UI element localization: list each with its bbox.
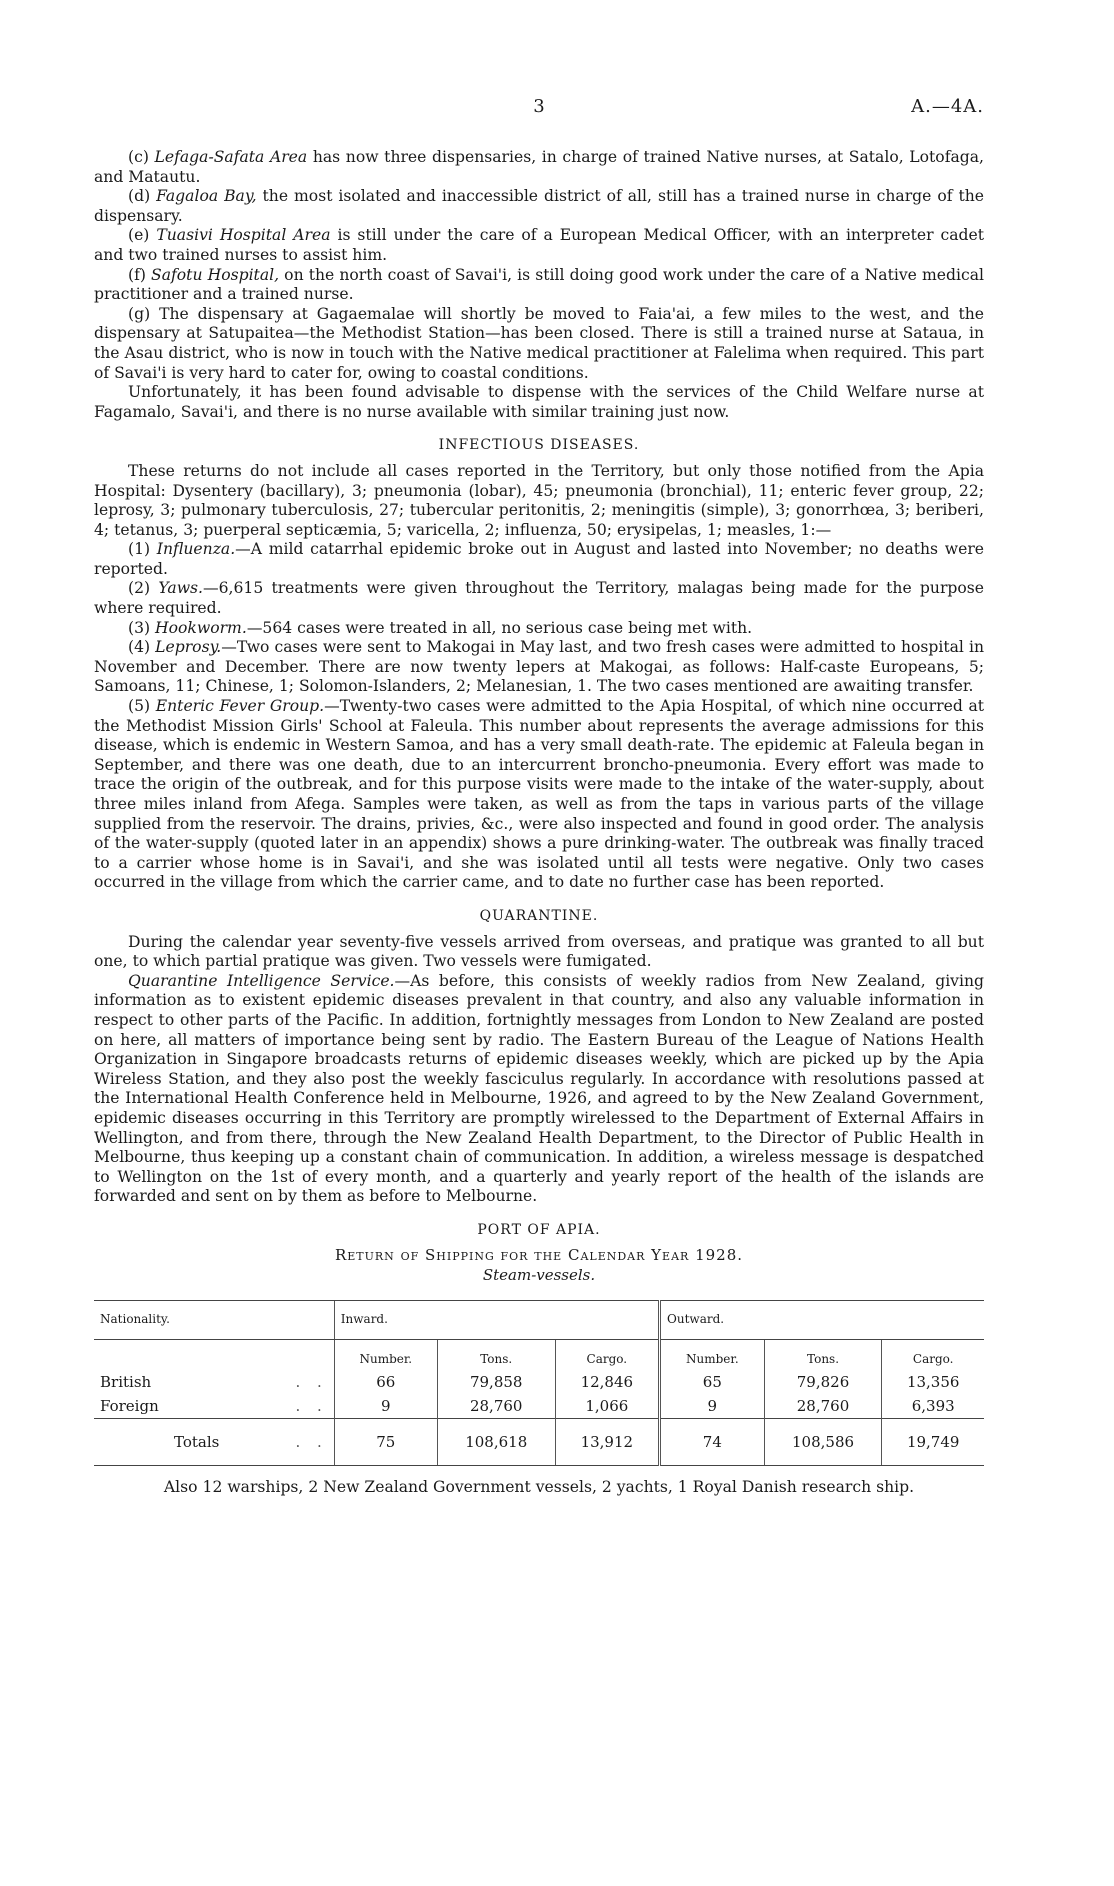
paragraph-d: (d) Fagaloa Bay, the most isolated and inaccessible district of all, still has a trained nurse in charge of the dispensary. bbox=[94, 187, 985, 225]
leprosy-item: (4) Leprosy.—Two cases were sent to Makogai in May last, and two fresh cases were admitted to hospital in November and December. There are now twenty lepers at Makogai, as follows: Half-caste Europeans, 5; Samoans, 11; Chinese, 1; Solomon-Islanders, 2; Melanesian, 1. The two cases mentioned are awaiting transfer. bbox=[94, 638, 984, 696]
shipping-footnote: Also 12 warships, 2 New Zealand Government vessels, 2 yachts, 1 Royal Danish research ship. bbox=[163, 1478, 915, 1497]
totals-row: Totals . . 75 108,618 13,912 74 108,586 19,749 bbox=[94, 1419, 984, 1466]
yaws-item: (2) Yaws.—6,615 treatments were given throughout the Territory, malagas being made for the purpose where required. bbox=[94, 579, 984, 618]
table-row: British . . 66 79,858 12,846 65 79,826 13,356 bbox=[94, 1371, 984, 1395]
shipping-table bbox=[94, 1300, 984, 1467]
page-header bbox=[94, 96, 984, 126]
enteric-fever-item: (5) Enteric Fever Group.—Twenty-two cases were admitted to the Apia Hospital, of which nine occurred at the Methodist Mission Girls' School at Faleula. This number about represents the average admissions for this disease, which is endemic in Western Samoa, and has a very small death-rate. The epidemic at Faleula began in September, and there was one death, due to an intercurrent broncho-pneumonia. Every effort was made to trace the origin of the outbreak, and for this purpose visits were made to the intake of the water-supply, about three miles inland from Afega. Samples were taken, as well as from the taps in various parts of the village supplied from the reservoir. The drains, privies, &c., were also inspected and found in good order. The analysis of the water-supply (quoted later in an appendix) shows a pure drinking-water. The outbreak was finally traced to a carrier whose home is in Savai'i, and she was isolated until all tests were negative. Only two cases occurred in the village from which the carrier came, and to date no further case has been reported. bbox=[94, 697, 985, 892]
sub-in-tons: Tons. bbox=[437, 1339, 555, 1371]
quarantine-paragraph-1: During the calendar year seventy-five vessels arrived from overseas, and pratique was granted to all but one, to which partial pratique was given. Two vessels were fumigated. bbox=[94, 932, 984, 971]
infectious-diseases-heading: INFECTIOUS DISEASES. bbox=[438, 437, 640, 454]
col-inward: Inward. bbox=[334, 1300, 659, 1339]
document-reference: A.—4A. bbox=[911, 96, 984, 117]
infectious-intro: These returns do not include all cases reported in the Territory, but only those notified from the Apia Hospital: Dysentery (bacillary), 3; pneumonia (lobar), 45; pneumonia (bronchial), 11; enteric fever group, 22; leprosy, 3; pulmonary tuberculosis, 27; tubercular peritonitis, 2; meningitis (simple), 3; gonorrhœa, 3; beriberi, 4; tetanus, 3; puerperal septicæmia, 5; varicella, 2; influenza, 50; erysipelas, 1; measles, 1:— bbox=[94, 461, 984, 539]
nationality-cell: British bbox=[100, 1373, 152, 1392]
sub-out-tons: Tons. bbox=[764, 1339, 882, 1371]
sub-out-number: Number. bbox=[660, 1339, 765, 1371]
paragraph-f: (f) Safotu Hospital, on the north coast of Savai'i, is still doing good work under the care of a Native medical practitioner and a trained nurse. bbox=[94, 265, 984, 304]
page-body bbox=[94, 148, 984, 1498]
paragraph-child-welfare: Unfortunately, it has been found advisable to dispense with the services of the Child Welfare nurse at Fagamalo, Savai'i, and there is no nurse available with similar training just now. bbox=[94, 383, 984, 421]
paragraph-e: (e) Tuasivi Hospital Area is still under the care of a European Medical Officer, with an interpreter cadet and two trained nurses to assist him. bbox=[94, 226, 984, 264]
sub-in-cargo: Cargo. bbox=[555, 1339, 659, 1371]
page-number: 3 bbox=[533, 96, 545, 117]
shipping-return-subtitle: Return of Shipping for the Calendar Year 1928. bbox=[334, 1246, 744, 1265]
influenza-item: (1) Influenza.—A mild catarrhal epidemic broke out in August and lasted into November; no deaths were reported. bbox=[94, 540, 985, 578]
nationality-cell: Foreign bbox=[100, 1396, 159, 1415]
quarantine-heading: QUARANTINE. bbox=[479, 907, 599, 924]
quarantine-paragraph-2: Quarantine Intelligence Service.—As before, this consists of weekly radios from New Zealand, giving information as to existent epidemic diseases prevalent in that country, and also any valuable information in respect to other parts of the Pacific. In addition, fortnightly messages from London to New Zealand are posted on here, all matters of importance being sent by radio. The Eastern Bureau of the League of Nations Health Organization in Singapore broadcasts returns of epidemic diseases weekly, which are picked up by the Apia Wireless Station, and they also post the weekly fasciculus regularly. In accordance with resolutions passed at the International Health Conference held in Melbourne, 1926, and agreed to by the New Zealand Government, epidemic diseases occurring in this Territory are promptly wirelessed to the Department of External Affairs in Wellington, and from there, through the New Zealand Health Department, to the Director of Public Health in Melbourne, thus keeping up a constant chain of communication. In addition, a wireless message is despatched to Wellington on the 1st of every month, and a quarterly and yearly report of the health of the islands are forwarded and sent on by them as before to Melbourne. bbox=[94, 971, 984, 1206]
port-of-apia-title: PORT OF APIA. bbox=[477, 1221, 601, 1238]
hookworm-item: (3) Hookworm.—564 cases were treated in all, no serious case being met with. bbox=[128, 618, 753, 637]
col-outward: Outward. bbox=[660, 1300, 984, 1339]
paragraph-c: (c) Lefaga-Safata Area has now three dispensaries, in charge of trained Native nurses, at Satalo, Lotofaga, and Matautu. bbox=[94, 148, 984, 186]
sub-out-cargo: Cargo. bbox=[882, 1339, 984, 1371]
col-nationality: Nationality. bbox=[94, 1300, 334, 1339]
totals-label: Totals bbox=[174, 1432, 220, 1451]
steam-vessels-subtitle: Steam-vessels. bbox=[482, 1266, 596, 1285]
sub-in-number: Number. bbox=[334, 1339, 437, 1371]
table-row: Foreign . . 9 28,760 1,066 9 28,760 6,393 bbox=[94, 1395, 984, 1419]
paragraph-g: (g) The dispensary at Gagaemalae will shortly be moved to Faia'ai, a few miles to the west, and the dispensary at Satupaitea—the Methodist Station—has been closed. There is still a trained nurse at Sataua, in the Asau district, who is now in touch with the Native medical practitioner at Falelima when required. This part of Savai'i is very hard to cater for, owing to coastal conditions. bbox=[94, 304, 985, 382]
